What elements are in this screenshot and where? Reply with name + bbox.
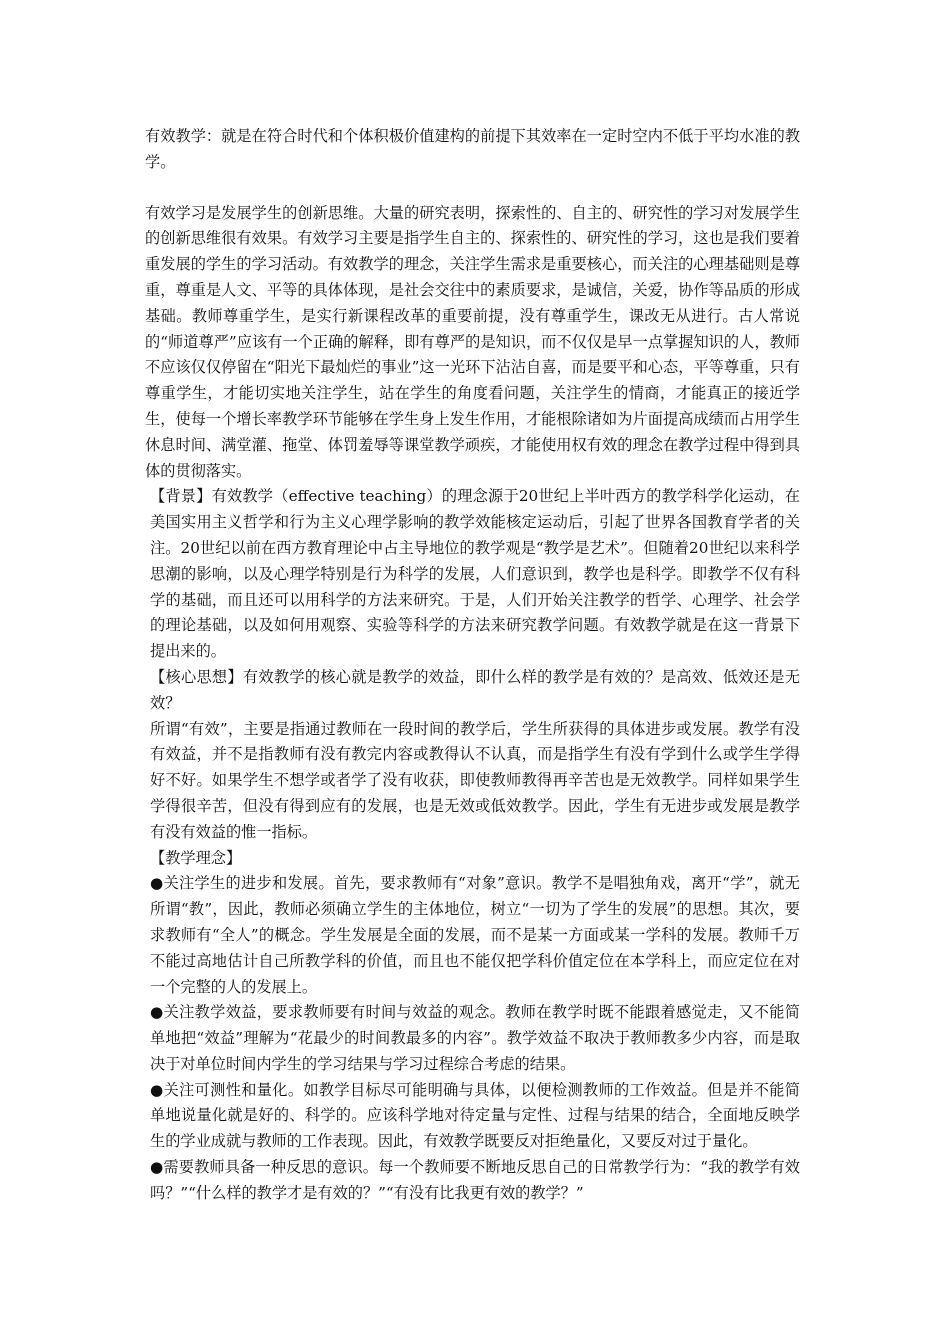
bullet-teaching-efficiency: ●关注教学效益，要求教师要有时间与效益的观念。教师在教学时既不能跟着感觉走，又不能简单地把“效益”理解为“花最少的时间教最多的内容”。教学效益不取决于教师教多少内容，而是取决于对单位时间内学生的学习结果与学习过程综合考虑的结果。 [150,1003,800,1073]
effective-learning-paragraph: 有效学习是发展学生的创新思维。大量的研究表明，探索性的、自主的、研究性的学习对发展学生的创新思维很有效果。有效学习主要是指学生自主的、探索性的、研究性的学习，这也是我们要着重发展的学生的学习活动。有效教学的理念，关注学生需求是重要核心，而关注的心理基础则是尊重，尊重是人文、平等的具体体现，是社会交往中的素质要求，是诚信，关爱，协作等品质的形成基础。教师尊重学生，是实行新课程改革的重要前提，没有尊重学生，课改无从进行。古人常说的“师道尊严”应该有一个正确的解释，即有尊严的是知识，而不仅仅是早一点掌握知识的人，教师不应该仅仅停留在“阳光下最灿烂的事业”这一光环下沾沾自喜，而是要平和心态，平等尊重，只有尊重学生，才能切实地关注学生，站在学生的角度看问题，关注学生的情商，才能真正的接近学生，使每一个增长率教学环节能够在学生身上发生作用，才能根除诸如为片面提高成绩而占用学生休息时间、满堂灌、拖堂、体罚羞辱等课堂教学顽疾，才能使用权有效的理念在教学过程中得到具体的贯彻落实。 [145,203,800,480]
core-idea-paragraph: 【核心思想】有效教学的核心就是教学的效益，即什么样的教学是有效的？是高效、低效还是无效？ [150,667,800,712]
bullet-student-progress: ●关注学生的进步和发展。首先，要求教师有“对象”意识。教学不是唱独角戏，离开“学”，就无所谓“教”，因此，教师必须确立学生的主体地位，树立“一切为了学生的发展”的思想。其次，要求教师有“全人”的概念。学生发展是全面的发展，而不是某一方面或某一学科的发展。教师千万不能过高地估计自己所教学科的价值，而且也不能仅把学科价值定位在本学科上，而应定位在对一个完整的人的发展上。 [150,874,800,996]
bullet-reflection: ●需要教师具备一种反思的意识。每一个教师要不断地反思自己的日常教学行为：“我的教学有效吗？”“什么样的教学才是有效的？”“有没有比我更有效的教学？” [150,1158,800,1202]
bullet-measurability: ●关注可测性和量化。如教学目标尽可能明确与具体，以便检测教师的工作效益。但是并不能简单地说量化就是好的、科学的。应该科学地对待定量与定性、过程与结果的结合，全面地反映学生的学业成就与教师的工作表现。因此，有效教学既要反对拒绝量化，又要反对过于量化。 [150,1080,800,1151]
background-paragraph: 【背景】有效教学（effective teaching）的理念源于20世纪上半叶西方的教学科学化运动，在美国实用主义哲学和行为主义心理学影响的教学效能核定运动后，引起了世界各国教育学者的关注。20世纪以前在西方教育理论中占主导地位的教学观是“教学是艺术”。但随着20世纪以来科学思潮的影响，以及心理学特别是行为科学的发展，人们意识到，教学也是科学。即教学不仅有科学的基础，而且还可以用科学的方法来研究。于是，人们开始关注教学的哲学、心理学、社会学的理论基础，以及如何用观察、实验等科学的方法来研究教学问题。有效教学就是在这一背景下提出来的。 [150,487,800,661]
definition-paragraph: 有效教学：就是在符合时代和个体积极价值建构的前提下其效率在一定时空内不低于平均水准的教学。 [145,127,800,171]
effectiveness-meaning-paragraph: 所谓“有效”，主要是指通过教师在一段时间的教学后，学生所获得的具体进步或发展。教学有没有效益，并不是指教师有没有教完内容或教得认不认真，而是指学生有没有学到什么或学生学得好不好。如果学生不想学或者学了没有收获，即使教师教得再辛苦也是无效教学。同样如果学生学得很辛苦，但没有得到应有的发展，也是无效或低效教学。因此，学生有无进步或发展是教学有没有效益的惟一指标。 [150,719,800,841]
teaching-concept-heading: 【教学理念】 [150,848,242,867]
